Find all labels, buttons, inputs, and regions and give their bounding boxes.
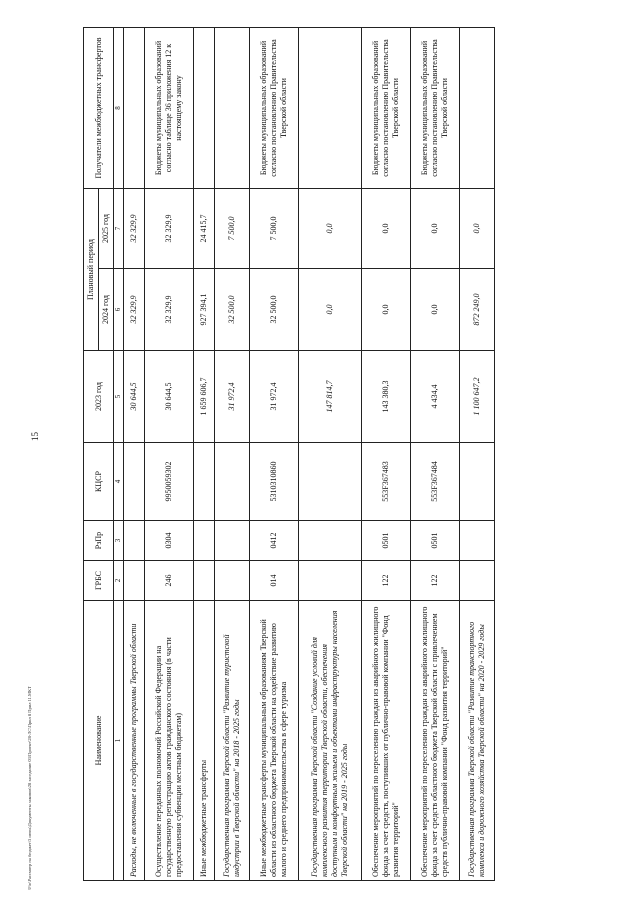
row-grbs-cell [214,561,249,601]
column-number: 7 [114,189,124,269]
row-2024-cell: 32 500,0 [249,269,298,351]
row-rzpr-cell [193,521,214,561]
col-header-2023: 2023 год [84,351,114,443]
column-number: 3 [114,521,124,561]
table-row [410,28,459,881]
row-rzpr-cell [298,521,361,561]
column-number: 1 [114,601,124,881]
col-header-planned-period: Плановый период [84,189,99,351]
page-number: 15 [30,432,40,441]
row-2024-cell: 32 329,9 [123,269,144,351]
table-row [214,28,249,881]
col-header-rzpr: РзПр [84,521,114,561]
row-2024-cell: 927 394,1 [193,269,214,351]
col-header-name: Наименование [84,601,114,881]
row-2023-cell: 1 100 647,2 [459,351,494,443]
column-number: 5 [114,351,124,443]
row-name-cell: Государственная программа Тверской области "Развитие транспортного комплекса и дорожного хозяйства Тверской области" на 2020 - 2029 годы [459,601,494,881]
row-grbs-cell: 246 [144,561,193,601]
row-2024-cell: 0,0 [410,269,459,351]
row-2025-cell: 7 500,0 [214,189,249,269]
table-row [193,28,214,881]
row-name-cell: Иные межбюджетные трансферты муниципальным образованиям Тверской области из областного бюджета Тверской области на содействие развитию малого и среднего предпринимательства в сфере туризма [249,601,298,881]
row-rzpr-cell [214,521,249,561]
row-ksr-cell [193,443,214,521]
row-rzpr-cell [123,521,144,561]
row-ksr-cell: 9950059302 [144,443,193,521]
row-grbs-cell: 014 [249,561,298,601]
col-header-recipients: Получатели межбюджетных трансфертов [84,28,114,189]
row-name-cell: Обеспечение мероприятий по переселению граждан из аварийного жилищного фонда за счет средств областного бюджета Тверской области с привлечением средств публично-правовой компании "Фонд развития территорий" [410,601,459,881]
row-2024-cell: 0,0 [298,269,361,351]
row-2024-cell: 872 249,0 [459,269,494,351]
table-body [123,28,494,881]
row-2023-cell: 143 380,3 [361,351,410,443]
column-number: 8 [114,28,124,189]
table-row [144,28,193,881]
row-2025-cell: 0,0 [361,189,410,269]
col-header-grbs: ГРБС [84,561,114,601]
table-row [361,28,410,881]
row-ksr-cell [298,443,361,521]
row-grbs-cell: 122 [361,561,410,601]
row-2023-cell: 1 659 606,7 [193,351,214,443]
budget-table [83,27,495,881]
row-recipient-cell [193,28,214,189]
row-2023-cell: 31 972,4 [249,351,298,443]
table-row [459,28,494,881]
row-2024-cell: 32 329,9 [144,269,193,351]
rotated-table-container [83,28,495,881]
row-ksr-cell: 5310310860 [249,443,298,521]
row-2025-cell: 0,0 [298,189,361,269]
row-rzpr-cell: 0501 [361,521,410,561]
col-header-ksr: КЦСР [84,443,114,521]
row-recipient-cell: Бюджеты муниципальных образований согласно постановлению Правительства Тверской области [249,28,298,189]
row-2023-cell: 4 434,4 [410,351,459,443]
row-ksr-cell: 553F367484 [410,443,459,521]
row-recipient-cell [298,28,361,189]
row-rzpr-cell: 0304 [144,521,193,561]
table-row [249,28,298,881]
column-number: 6 [114,269,124,351]
row-grbs-cell [298,561,361,601]
row-2023-cell: 147 814,7 [298,351,361,443]
row-name-cell: Осуществление переданных полномочий Российской Федерации на государственную регистрацию актов гражданского состояния (в части предоставления субвенции местным бюджетам) [144,601,193,881]
row-name-cell: Государственная программа Тверской области "Развитие туристской индустрии в Тверской области" на 2018 - 2025 годы [214,601,249,881]
row-name-cell: Государственная программа Тверской области "Создание условий для комплексного развития территории Тверской области, обеспечения доступным и комфортным жильем и объектами инфраструктуры населения Тверской области" на 2019 - 2025 годы [298,601,361,881]
row-recipient-cell [459,28,494,189]
row-grbs-cell [123,561,144,601]
table-row [298,28,361,881]
row-2024-cell: 0,0 [361,269,410,351]
row-2025-cell: 24 415,7 [193,189,214,269]
row-2023-cell: 30 644,5 [144,351,193,443]
row-ksr-cell [214,443,249,521]
row-recipient-cell: Бюджеты муниципальных образований согласно постановлению Правительства Тверской области [361,28,410,189]
row-2025-cell: 32 329,9 [144,189,193,269]
row-rzpr-cell [459,521,494,561]
row-2025-cell: 0,0 [410,189,459,269]
row-grbs-cell [193,561,214,601]
row-2023-cell: 30 644,5 [123,351,144,443]
row-2025-cell: 0,0 [459,189,494,269]
row-2024-cell: 32 500,0 [214,269,249,351]
row-recipient-cell [214,28,249,189]
row-ksr-cell [459,443,494,521]
row-recipient-cell: Бюджеты муниципальных образований согласно постановлению Правительства Тверской области [410,28,459,189]
row-name-cell: Обеспечение мероприятий по переселению граждан из аварийного жилищного фонда за счет средств, поступивших от публично-правовой компании "Фонд развития территорий" [361,601,410,881]
row-2025-cell: 7 500,0 [249,189,298,269]
column-number: 2 [114,561,124,601]
row-recipient-cell: Бюджеты муниципальных образований согласно таблице 36 приложения 12 к настоящему закону [144,28,193,189]
col-header-2025: 2025 год [99,189,114,269]
row-name-cell: Расходы, не включенные в государственные программы Тверской области [123,601,144,881]
footer-file-path: \Fin\Рассмотр на бюджет\3 июнь\Документы законов\28 заседание 03\Проект\28-ЛС\Прил 8 Прил 11.МКТ [27,686,32,890]
row-grbs-cell: 122 [410,561,459,601]
row-2025-cell: 32 329,9 [123,189,144,269]
row-2023-cell: 31 972,4 [214,351,249,443]
row-rzpr-cell: 0501 [410,521,459,561]
col-header-2024: 2024 год [99,269,114,351]
row-ksr-cell: 553F367483 [361,443,410,521]
table-row [123,28,144,881]
header-row-top [84,28,99,881]
column-number: 4 [114,443,124,521]
row-recipient-cell [123,28,144,189]
row-name-cell: Иные межбюджетные трансферты [193,601,214,881]
row-grbs-cell [459,561,494,601]
row-ksr-cell [123,443,144,521]
row-rzpr-cell: 0412 [249,521,298,561]
column-number-row [114,28,124,881]
